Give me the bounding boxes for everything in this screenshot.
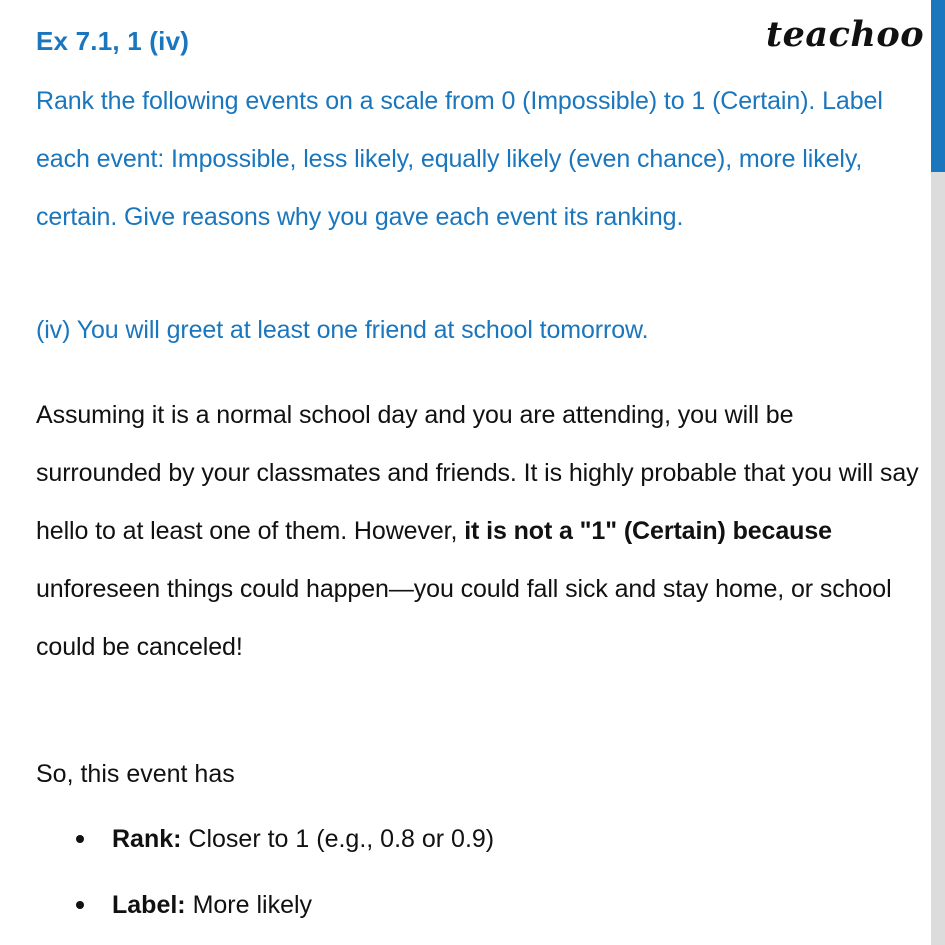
bullet-dot-icon — [76, 901, 84, 909]
bullet-value: Closer to 1 (e.g., 0.8 or 0.9) — [181, 825, 495, 853]
conclusion-intro: So, this event has — [36, 760, 235, 788]
answer-text-part1: Assuming it is a normal school day and you are attending, you will be surrounded by your classmates and friends. It is highly probable that you will say hello to at least one of them. However, — [36, 401, 919, 545]
answer-text-part2: unforeseen things could happen—you could fall sick and stay home, or school could be canceled! — [36, 575, 892, 661]
scrollbar-thumb[interactable] — [931, 0, 945, 172]
bullet-dot-icon — [76, 835, 84, 843]
answer-paragraph — [36, 386, 921, 676]
bullet-label: Rank: — [112, 825, 182, 853]
answer-bold-text: it is not a "1" (Certain) because — [464, 517, 832, 545]
question-text: Rank the following events on a scale from 0 (Impossible) to 1 (Certain). Label each event: Impossible, less likely, equally likely (even chance), more likely, certain. Give reasons why you gave each event its ranking. — [36, 87, 883, 231]
bullet-label: Label: — [112, 891, 186, 919]
teachoo-logo: teachoo — [766, 14, 925, 55]
exercise-title: Ex 7.1, 1 (iv) — [36, 26, 190, 56]
question-sub-part: (iv) You will greet at least one friend at school tomorrow. — [36, 316, 649, 344]
bullet-value: More likely — [185, 891, 313, 919]
